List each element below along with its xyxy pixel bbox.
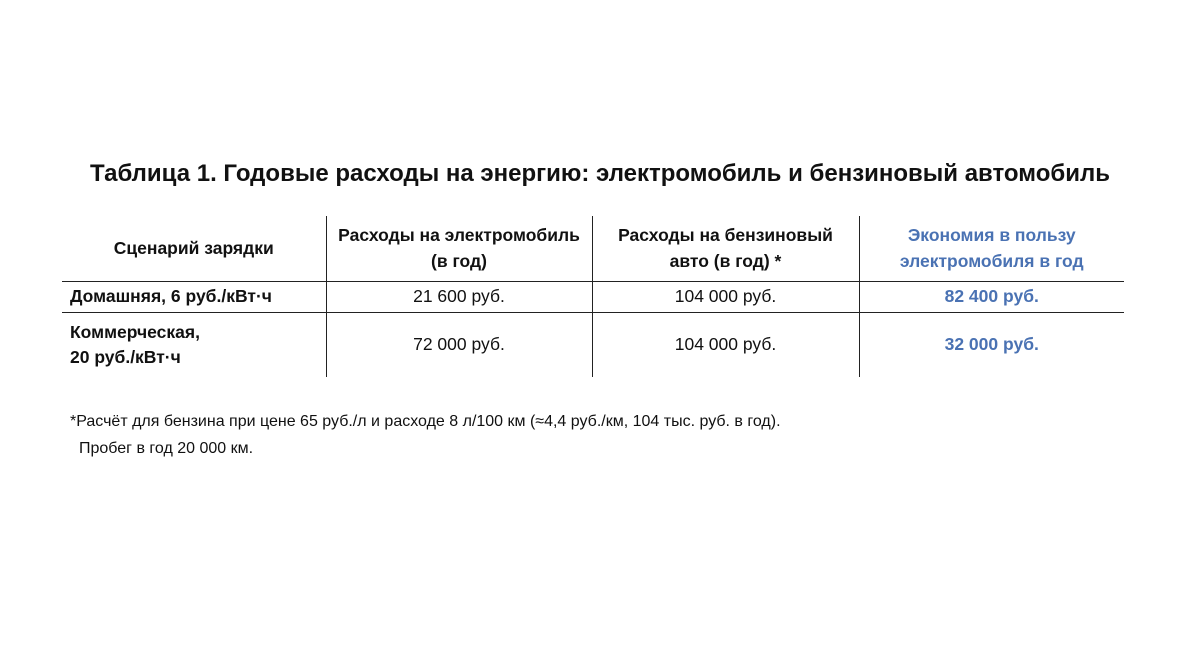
header-gas-cost: Расходы на бензиновый авто (в год) *	[592, 216, 859, 282]
header-savings: Экономия в пользу электромобиля в год	[859, 216, 1124, 282]
table-header-row	[62, 216, 1124, 282]
footnote-line: Пробег в год 20 000 км.	[79, 440, 254, 457]
scenario-line: 20 руб./кВт·ч	[70, 347, 181, 367]
cost-comparison-table	[62, 216, 1124, 377]
footnote	[70, 408, 781, 462]
gas-cost-cell: 104 000 руб.	[592, 282, 859, 313]
table-title: Таблица 1. Годовые расходы на энергию: электромобиль и бензиновый автомобиль	[90, 160, 1110, 187]
header-ev-cost: Расходы на электромобиль (в год)	[326, 216, 592, 282]
scenario-cell	[62, 313, 326, 378]
gas-cost-cell: 104 000 руб.	[592, 313, 859, 378]
savings-cell: 82 400 руб.	[859, 282, 1124, 313]
scenario-cell: Домашняя, 6 руб./кВт·ч	[62, 282, 326, 313]
footnote-line: *Расчёт для бензина при цене 65 руб./л и расходе 8 л/100 км (≈4,4 руб./км, 104 тыс. руб. в год).	[70, 413, 781, 430]
scenario-line: Коммерческая,	[70, 321, 200, 342]
table-row	[62, 282, 1124, 313]
table-row	[62, 313, 1124, 378]
ev-cost-cell: 72 000 руб.	[326, 313, 592, 378]
ev-cost-cell: 21 600 руб.	[326, 282, 592, 313]
header-scenario: Сценарий зарядки	[62, 216, 326, 282]
savings-cell: 32 000 руб.	[859, 313, 1124, 378]
